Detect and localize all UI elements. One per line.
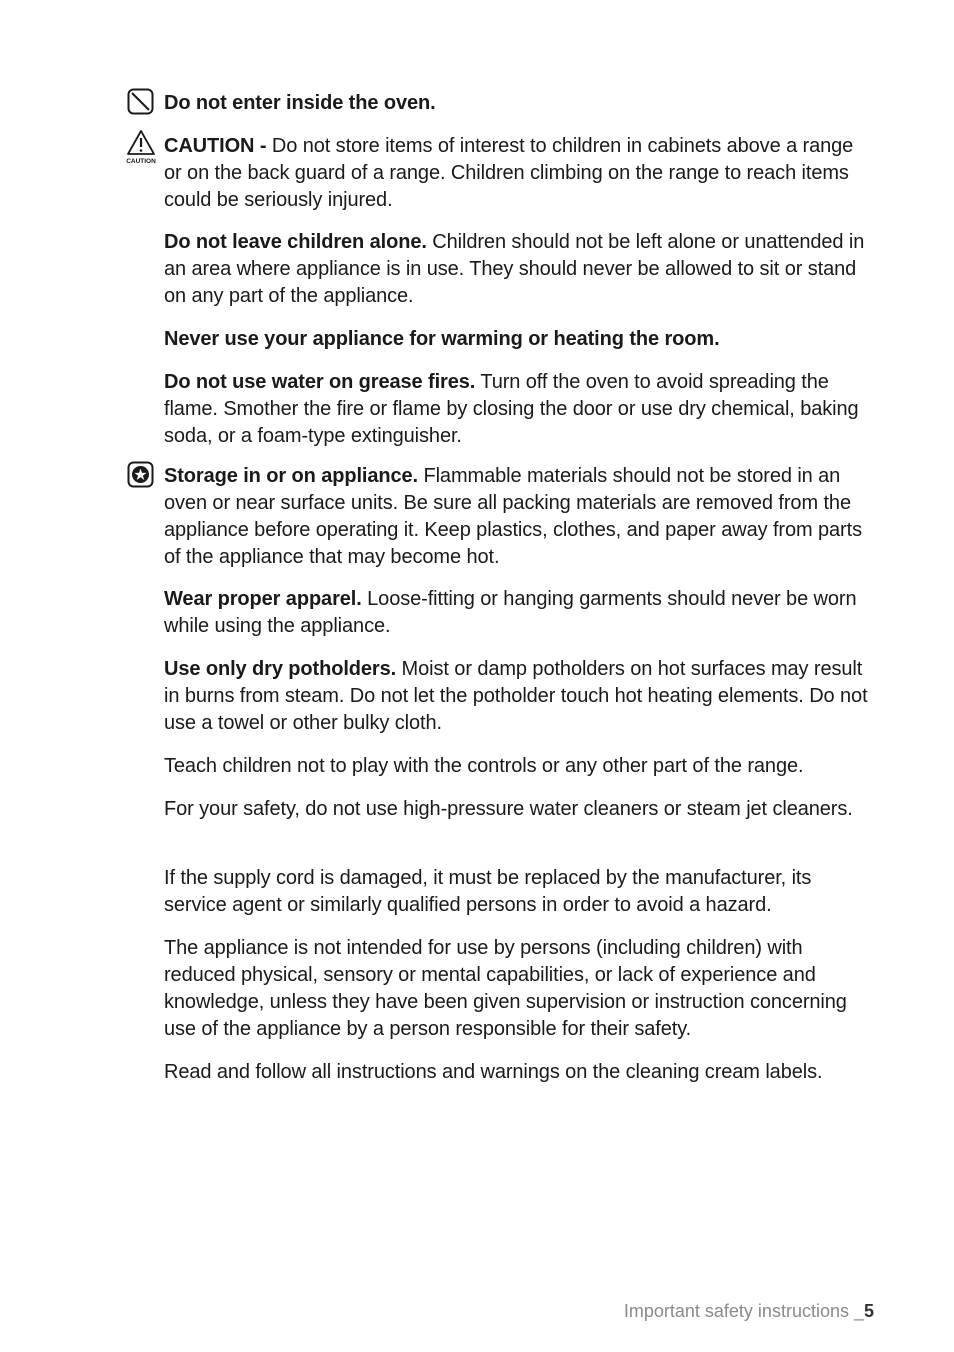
section-text: Moist or damp potholders on hot surfaces may result in burns from steam. Do not let the potholder touch hot heating elements. Do not use a towel or other bulky cloth. — [164, 658, 868, 734]
section-heading: Do not use water on grease fires. — [164, 371, 476, 393]
section-teach-children — [164, 753, 876, 780]
section-text: Flammable materials should not be stored in an oven or near surface units. Be sure all packing materials are removed from the appliance before operating it. Keep plastics, clothes, and paper away from parts of the appliance that may become hot. — [164, 465, 862, 568]
section-text: For your safety, do not use high-pressure water cleaners or steam jet cleaners. — [164, 798, 853, 820]
page-footer — [624, 1299, 874, 1323]
section-heading: Wear proper apparel. — [164, 588, 362, 610]
footer-label: Important safety instructions _ — [623, 1301, 864, 1321]
section-heading: CAUTION - — [164, 135, 272, 157]
section-apparel — [164, 586, 876, 640]
section-pressure-cleaners — [164, 796, 876, 823]
section-grease-fires — [164, 369, 876, 450]
section-text: Turn off the oven to avoid spreading the flame. Smother the fire or flame by closing the door or use dry chemical, baking soda, or a foam-type extinguisher. — [164, 371, 859, 447]
section-cleaning-cream — [164, 1059, 876, 1086]
caution-icon — [124, 129, 160, 167]
section-text: Loose-fitting or hanging garments should never be worn while using the appliance. — [164, 588, 857, 637]
section-text: Read and follow all instructions and warnings on the cleaning cream labels. — [164, 1061, 823, 1083]
section-supply-cord — [164, 865, 876, 919]
section-text: If the supply cord is damaged, it must be replaced by the manufacturer, its service agent or similarly qualified persons in order to avoid a hazard. — [164, 867, 812, 916]
section-text: Teach children not to play with the controls or any other part of the range. — [164, 755, 804, 777]
section-no-heating-room — [164, 326, 876, 353]
page-number: 5 — [863, 1301, 874, 1321]
section-potholders — [164, 656, 876, 737]
section-storage — [164, 463, 876, 571]
section-heading: Do not enter inside the oven. — [164, 92, 436, 114]
section-persons-capabilities — [164, 935, 876, 1043]
star-icon — [127, 461, 154, 488]
caution-icon-label: CAUTION — [126, 158, 156, 165]
section-no-entering-oven — [164, 90, 876, 117]
section-text: Children should not be left alone or unattended in an area where appliance is in use. They should never be allowed to sit or stand on any part of the appliance. — [164, 231, 865, 307]
section-heading: Use only dry potholders. — [164, 658, 397, 680]
section-text: Do not store items of interest to children in cabinets above a range or on the back guard of a range. Children climbing on the range to reach items could be seriously injured. — [164, 135, 854, 211]
section-heading: Never use your appliance for warming or heating the room. — [164, 328, 720, 350]
section-heading: Do not leave children alone. — [164, 231, 427, 253]
prohibited-icon — [127, 88, 154, 115]
section-text: The appliance is not intended for use by persons (including children) with reduced physical, sensory or mental capabilities, or lack of experience and knowledge, unless they have been given supervision or instruction concerning use of the appliance by a person responsible for their safety. — [164, 937, 847, 1040]
section-children-alone — [164, 229, 876, 310]
section-heading: Storage in or on appliance. — [164, 465, 419, 487]
section-caution — [164, 133, 876, 214]
